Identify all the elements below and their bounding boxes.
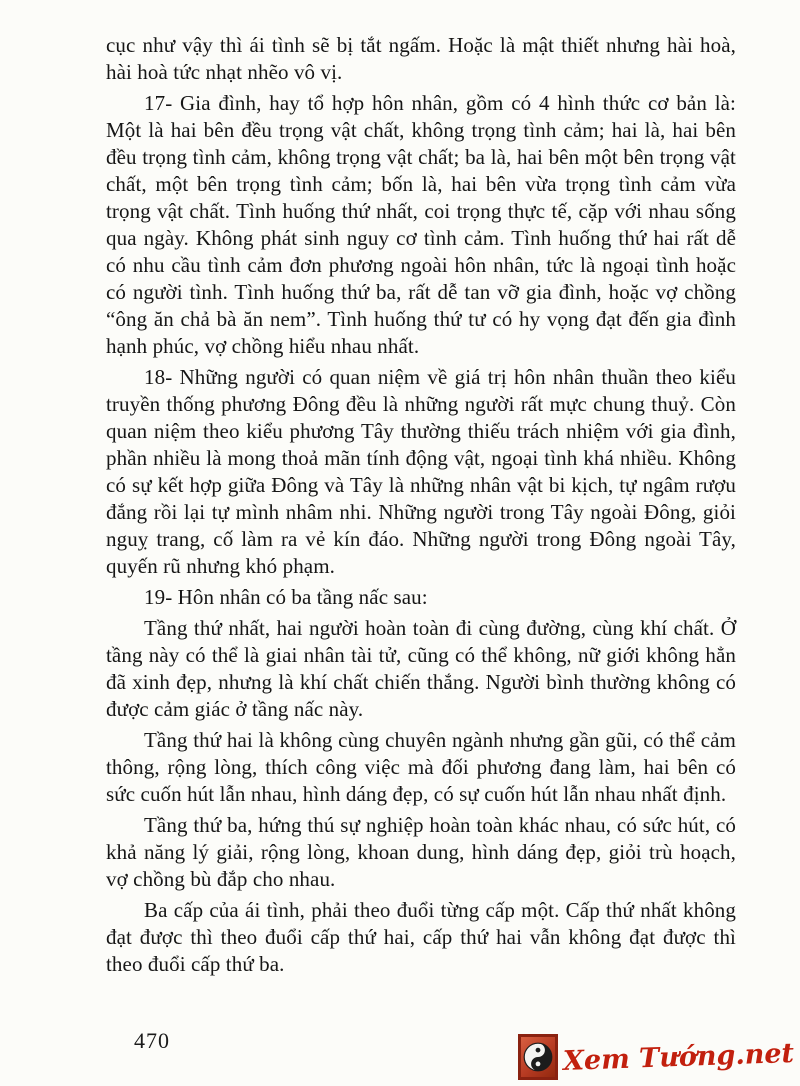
body-paragraph-19-heading: 19- Hôn nhân có ba tầng nấc sau: — [144, 585, 428, 609]
body-paragraph-continuation: cục như vậy thì ái tình sẽ bị tắt ngấm. Hoặc là mật thiết nhưng hài hoà, hài hoà tức nhạt nhẽo vô vị. — [106, 33, 736, 84]
watermark-site-name: Xem Tướng.net — [562, 1037, 795, 1077]
body-paragraph-tier-1: Tầng thứ nhất, hai người hoàn toàn đi cùng đường, cùng khí chất. Ở tầng này có thể là giai nhân tài tử, cũng có thể không, nữ giới không hẳn đã xinh đẹp, nhưng là khí chất chiến thắng. Người bình thường không có được cảm giác ở tầng nấc này. — [106, 616, 736, 721]
body-paragraph-18: 18- Những người có quan niệm về giá trị hôn nhân thuần theo kiểu truyền thống phương Đông đều là những người rất mực chung thuỷ. Còn quan niệm theo kiểu phương Tây thường thiếu trách nhiệm với gia đình, phần nhiều là mong thoả mãn tính động vật, ngoại tình khá nhiều. Không có sự kết hợp giữa Đông và Tây là những nhân vật bi kịch, tự ngâm rượu đắng rồi lại tự mình nhâm nhi. Những người trong Tây ngoài Đông, giỏi nguỵ trang, cố làm ra vẻ kín đáo. Những người trong Đông ngoài Tây, quyến rũ nhưng khó phạm. — [106, 365, 736, 578]
watermark-logo — [518, 1034, 794, 1080]
body-paragraph-tier-3: Tầng thứ ba, hứng thú sự nghiệp hoàn toàn khác nhau, có sức hút, có khả năng lý giải, rộng lòng, khoan dung, hình dáng đẹp, giỏi trù hoạch, vợ chồng bù đắp cho nhau. — [106, 813, 736, 891]
body-paragraph-17: 17- Gia đình, hay tổ hợp hôn nhân, gồm có 4 hình thức cơ bản là: Một là hai bên đều trọng vật chất, không trọng tình cảm; hai là, hai bên đều trọng tình cảm, không trọng vật chất; ba là, hai bên một bên trọng vật chất, một bên trọng tình cảm; bốn là, hai bên vừa trọng tình cảm vừa trọng vật chất. Tình huống thứ nhất, coi trọng thực tế, cặp với nhau sống qua ngày. Không phát sinh nguy cơ tình cảm. Tình huống thứ hai rất dễ có nhu cầu tình cảm đơn phương ngoài hôn nhân, tức là ngoại tình hoặc có người tình. Tình huống thứ ba, rất dễ tan vỡ gia đình, hoặc vợ chồng “ông ăn chả bà ăn nem”. Tình huống thứ tư có hy vọng đạt đến gia đình hạnh phúc, vợ chồng hiểu nhau nhất. — [106, 91, 736, 358]
page-body-text — [106, 32, 736, 982]
page-number: 470 — [134, 1028, 170, 1053]
body-paragraph-three-levels: Ba cấp của ái tình, phải theo đuổi từng cấp một. Cấp thứ nhất không đạt được thì theo đuổi cấp thứ hai, cấp thứ hai vẫn không đạt được thì theo đuổi cấp thứ ba. — [106, 898, 736, 976]
yin-yang-icon — [518, 1034, 558, 1080]
body-paragraph-tier-2: Tầng thứ hai là không cùng chuyên ngành nhưng gần gũi, có thể cảm thông, rộng lòng, thích công việc mà đối phương đang làm, hai bên có sức cuốn hút lẫn nhau, hình dáng đẹp, có sự cuốn hút lẫn nhau nhất định. — [106, 728, 736, 806]
